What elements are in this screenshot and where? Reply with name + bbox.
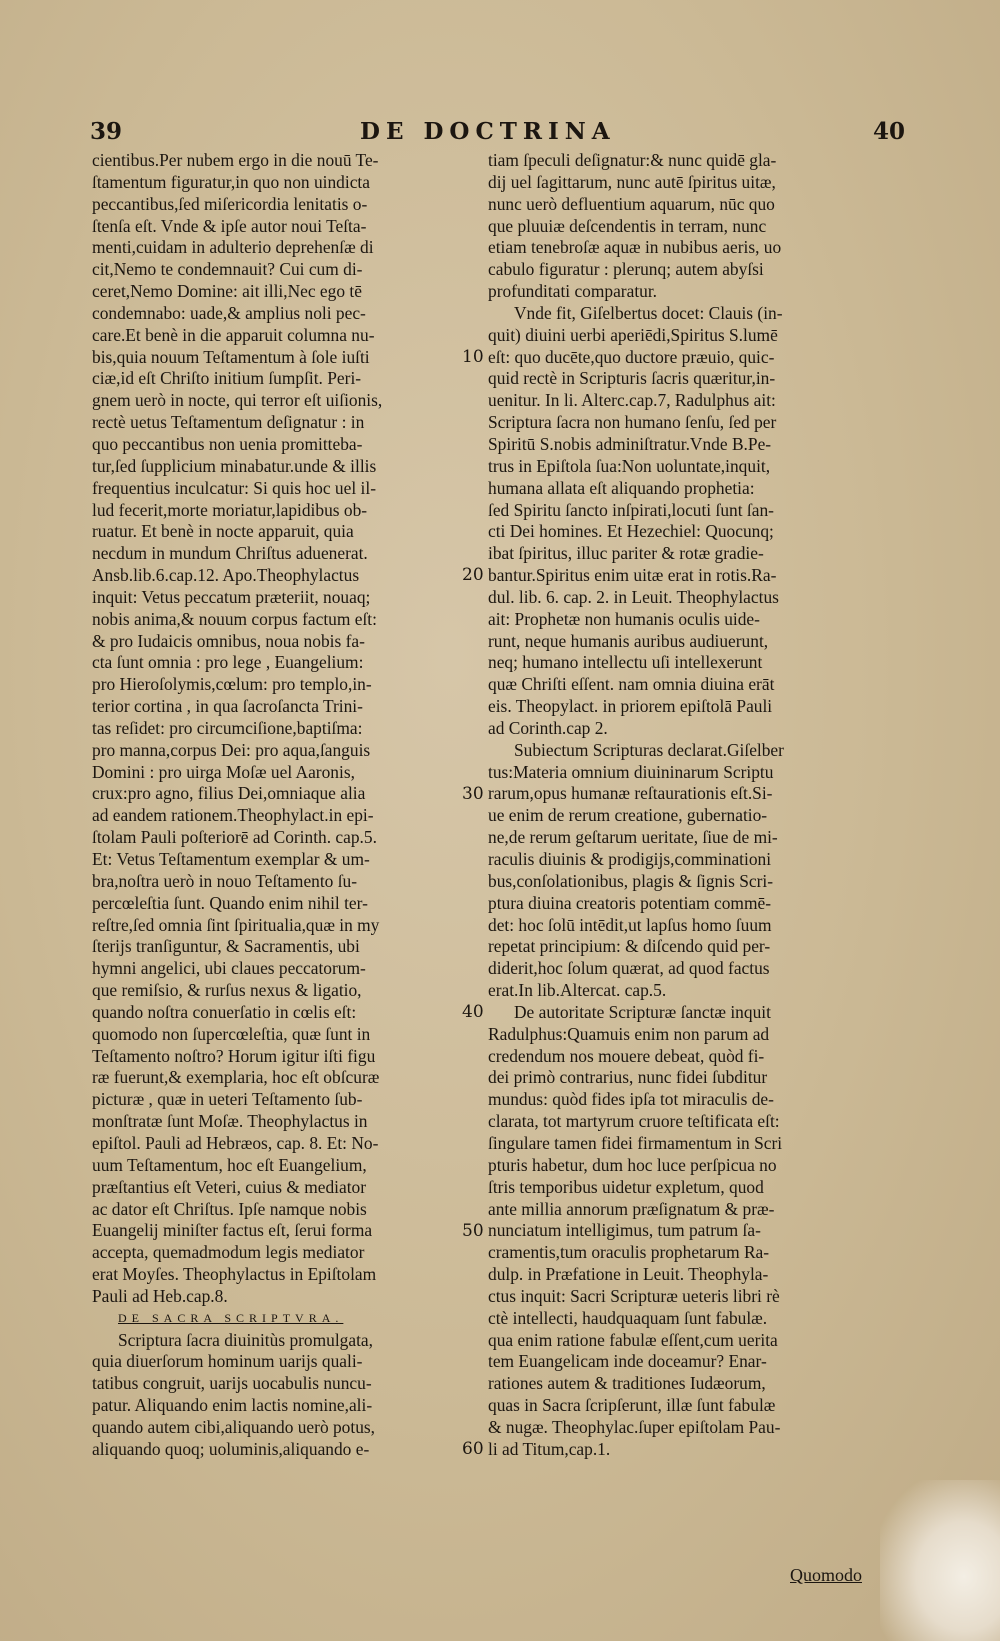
text-line: monſtratæ ſunt Moſæ. Theophylactus in xyxy=(92,1111,368,1132)
page-number-right: 40 xyxy=(872,118,905,145)
text-line: det: hoc ſolū intēdit,ut lapſus homo ſuum xyxy=(488,914,772,935)
text-line: uenitur. In li. Alterc.cap.7, Radulphus ait: xyxy=(488,390,776,411)
text-line: tiam ſpeculi deſignatur:& nunc quidē gla- xyxy=(488,150,777,170)
text-line: que remiſsio, & rurſus nexus & ligatio, xyxy=(92,980,362,1001)
text-line: quas in Sacra ſcripſerunt, illæ ſunt fabulæ xyxy=(488,1395,776,1416)
margin-line-number: 10 xyxy=(462,346,484,367)
text-line: Ansb.lib.6.cap.12. Apo.Theophylactus xyxy=(92,565,360,586)
text-line: percœleſtia ſunt. Quando enim nihil ter- xyxy=(92,892,368,913)
text-line: ſtolam Pauli poſteriorē ad Corinth. cap.5. xyxy=(92,827,377,848)
text-line: Domini : pro uirga Moſæ uel Aaronis, xyxy=(92,761,355,782)
text-line: Et: Vetus Teſtamentum exemplar & um- xyxy=(92,849,370,869)
text-line: repetat principium: & diſcendo quid per- xyxy=(488,936,771,957)
text-line: quæ Chriſti eſſent. nam omnia diuina erāt xyxy=(488,674,775,695)
text-line: dei primò contrarius, nunc fidei ſubditur xyxy=(488,1067,768,1088)
text-line: eſt: quo ducēte,quo ductore præuio, quic- xyxy=(488,346,775,367)
text-line: condemnabo: uade,& amplius noli pec- xyxy=(92,302,366,323)
text-line: Spiritū S.nobis adminiſtratur.Vnde B.Pe- xyxy=(488,433,772,454)
text-line: ſtamentum figuratur,in quo non uindicta xyxy=(92,171,370,192)
text-line: lud fecerit,morte moriatur,lapidibus ob- xyxy=(92,499,368,520)
text-line: necdum in mundum Chriſtus aduenerat. xyxy=(92,543,368,564)
text-line: ciæ,id eſt Chriſto initium ſumpſit. Peri- xyxy=(92,368,362,389)
text-line: inquit: Vetus peccatum præteriit, nouaq; xyxy=(92,586,371,607)
margin-line-number: 50 xyxy=(462,1220,484,1241)
text-line: bus,conſolationibus, plagis & ſignis Scri- xyxy=(488,870,774,891)
text-line: Teſtamento noſtro? Horum igitur iſti figu xyxy=(92,1045,376,1066)
text-line: runt, neque humanis auribus audiuerunt, xyxy=(488,630,769,651)
text-line: clarata, tot martyrum cruore teſtificata eſt: xyxy=(488,1111,780,1132)
text-line: erat.In lib.Altercat. cap.5. xyxy=(488,980,667,1001)
text-line: aliquando quoq; uoluminis,aliquando e- xyxy=(92,1438,370,1459)
text-line: qua enim ratione fabulæ eſſent,cum uerita xyxy=(488,1329,778,1350)
text-line: picturæ , quæ in ueteri Teſtamento ſub- xyxy=(92,1089,363,1110)
text-line: patur. Aliquando enim lactis nomine,ali- xyxy=(92,1395,373,1416)
text-line: hymni angelici, ubi claues peccatorum- xyxy=(92,958,366,979)
left-column xyxy=(92,150,472,1461)
text-line: neq; humano intellectu uſi intellexerunt xyxy=(488,652,763,673)
text-line: peccantibus,ſed miſericordia lenitatis o- xyxy=(92,193,368,214)
text-line: Radulphus:Quamuis enim non parum ad xyxy=(488,1023,770,1044)
text-line: ait: Prophetæ non humanis oculis uide- xyxy=(488,608,760,629)
text-line: nobis anima,& nouum corpus factum eſt: xyxy=(92,608,377,629)
margin-line-number: 40 xyxy=(462,1002,484,1023)
text-line: ptura diuina creatoris potentiam commē- xyxy=(488,892,771,913)
text-line: & nugæ. Theophylac.ſuper epiſtolam Pau- xyxy=(488,1416,781,1437)
text-line: gnem uerò in nocte, qui terror eſt uiſionis, xyxy=(92,390,383,411)
text-line: tas reſidet: pro circumciſione,baptiſma: xyxy=(92,717,363,738)
text-line: Scriptura ſacra non humano ſenſu, ſed per xyxy=(488,412,777,433)
catchword: Quomodo xyxy=(790,1565,862,1585)
text-line: nunciatum intelligimus, tum patrum ſa- xyxy=(488,1220,761,1241)
text-line: ne,de rerum geſtarum ueritate, ſiue de mi- xyxy=(488,827,778,848)
text-line: humana allata eſt aliquando prophetia: xyxy=(488,477,755,498)
text-line: Scriptura ſacra diuinitùs promulgata, xyxy=(118,1329,373,1350)
running-header xyxy=(90,118,905,146)
text-line: tem Euangelicam inde doceamur? Enar- xyxy=(488,1351,767,1372)
section-heading: DE SACRA SCRIPTVRA. xyxy=(118,1310,344,1325)
text-line: ræ fuerunt,& exemplaria, hoc eſt obſcuræ xyxy=(92,1067,380,1088)
text-line: præſtantius eſt Veteri, cuius & mediator xyxy=(92,1176,367,1197)
text-line: quomodo non ſupercœleſtia, quæ ſunt in xyxy=(92,1023,371,1044)
text-line: diderit,hoc ſolum quærat, ad quod factus xyxy=(488,958,770,979)
text-line: nunc uerò defluentium aquarum, nūc quo xyxy=(488,193,775,214)
text-line: pturis habetur, dum hoc luce perſpicua no xyxy=(488,1154,777,1175)
text-line: ſtris temporibus uidetur expletum, quod xyxy=(488,1176,764,1197)
text-line: menti,cuidam in adulterio deprehenſæ di xyxy=(92,237,374,258)
text-line: ctus inquit: Sacri Scripturæ ueteris libri rè xyxy=(488,1285,780,1306)
text-line: eis. Theopylact. in priorem epiſtolā Pauli xyxy=(488,696,773,717)
text-line: que pluuiæ deſcendentis in terram, nunc xyxy=(488,215,767,236)
text-line: tus:Materia omnium diuininarum Scriptu xyxy=(488,761,774,782)
text-line: Pauli ad Heb.cap.8. xyxy=(92,1285,228,1306)
text-line: tur,ſed ſupplicium minabatur.unde & illis xyxy=(92,455,377,476)
paper-stain xyxy=(880,1480,1000,1641)
text-line: ante millia annorum præſignatum & præ- xyxy=(488,1198,775,1219)
text-line: quid rectè in Scripturis ſacris quæritur,in- xyxy=(488,368,776,389)
text-line: rarum,opus humanæ reſtaurationis eſt.Si- xyxy=(488,783,773,804)
text-line: uum Teſtamentum, hoc eſt Euangelium, xyxy=(92,1154,367,1175)
text-line: Euangelij miniſter factus eſt, ſerui forma xyxy=(92,1220,373,1241)
running-title: DE DOCTRINA xyxy=(360,118,616,145)
text-line: ue enim de rerum creatione, gubernatio- xyxy=(488,805,768,826)
text-line: bra,noſtra uerò in nouo Teſtamento ſu- xyxy=(92,870,358,891)
text-line: quando autem cibi,aliquando uerò potus, xyxy=(92,1416,376,1437)
text-line: tatibus congruit, uarijs uocabulis nuncu- xyxy=(92,1373,372,1394)
text-line: ad eandem rationem.Theophylact.in epi- xyxy=(92,805,374,826)
text-line: cta ſunt omnia : pro lege , Euangelium: xyxy=(92,652,364,673)
text-line: mundus: quòd fides ipſa tot miraculis de- xyxy=(488,1089,774,1110)
text-line: dulp. in Præfatione in Leuit. Theophyla- xyxy=(488,1264,769,1285)
text-line: ruatur. Et benè in nocte apparuit, quia xyxy=(92,521,354,542)
text-line: profunditati comparatur. xyxy=(488,281,658,302)
text-line: raculis diuinis & prodigijs,comminationi xyxy=(488,849,772,869)
text-line: cti Dei homines. Et Hezechiel: Quocunq; xyxy=(488,521,774,542)
text-line: dij uel ſagittarum, nunc autē ſpiritus uitæ, xyxy=(488,171,776,192)
text-line: rectè uetus Teſtamentum deſignatur : in xyxy=(92,412,365,433)
text-line: accepta, quemadmodum legis mediator xyxy=(92,1242,365,1263)
margin-line-number: 20 xyxy=(462,565,484,586)
text-line: cientibus.Per nubem ergo in die nouū Te- xyxy=(92,150,379,170)
text-line: ctè intellecti, haudquaquam ſunt fabulæ. xyxy=(488,1307,768,1328)
text-line: quia diuerſorum hominum uarijs quali- xyxy=(92,1351,363,1372)
text-line: reſtre,ſed omnia ſint ſpiritualia,quæ in my xyxy=(92,914,380,935)
text-line: bantur.Spiritus enim uitæ erat in rotis.Ra- xyxy=(488,565,777,586)
margin-line-number: 60 xyxy=(462,1439,484,1460)
text-line: care.Et benè in die apparuit columna nu- xyxy=(92,324,375,345)
text-line: etiam tenebroſæ aquæ in nubibus aeris, uo xyxy=(488,237,782,258)
text-line: ac dator eſt Chriſtus. Ipſe namque nobis xyxy=(92,1198,367,1219)
text-line: trus in Epiſtola ſua:Non uoluntate,inquit, xyxy=(488,455,771,476)
text-line: & pro Iudaicis omnibus, noua nobis fa- xyxy=(92,630,365,651)
text-line: ſterijs tranſiguntur, & Sacramentis, ubi xyxy=(92,936,360,957)
text-line: bis,quia nouum Teſtamentum à ſole iuſti xyxy=(92,346,370,367)
text-line: terior cortina , in qua ſacroſancta Trini- xyxy=(92,696,363,717)
text-line: Vnde fit, Giſelbertus docet: Clauis (in- xyxy=(514,302,783,323)
text-line: quando noſtra conuerſatio in cœlis eſt: xyxy=(92,1001,357,1022)
page-number-left: 39 xyxy=(90,118,123,145)
text-line: li ad Titum,cap.1. xyxy=(488,1438,611,1459)
text-line: erat Moyſes. Theophylactus in Epiſtolam xyxy=(92,1264,377,1285)
text-line: Subiectum Scripturas declarat.Giſelber xyxy=(514,739,784,760)
text-line: ceret,Nemo Domine: ait illi,Nec ego tē xyxy=(92,281,362,302)
right-column xyxy=(488,150,878,1461)
text-line: pro Hieroſolymis,cœlum: pro templo,in- xyxy=(92,674,372,695)
text-line: quo peccantibus non uenia promitteba- xyxy=(92,433,363,454)
text-line: frequentius inculcatur: Si quis hoc uel il- xyxy=(92,477,376,498)
text-line: ſtenſa eſt. Vnde & ipſe autor noui Teſta- xyxy=(92,215,367,236)
text-line: ſed Spiritu ſancto inſpirati,locuti ſunt ſan- xyxy=(488,499,774,520)
text-line: epiſtol. Pauli ad Hebræos, cap. 8. Et: No- xyxy=(92,1132,379,1153)
text-line: rationes autem & traditiones Iudæorum, xyxy=(488,1373,766,1394)
text-line: pro manna,corpus Dei: pro aqua,ſanguis xyxy=(92,739,371,760)
text-line: quit) diuini uerbi aperiēdi,Spiritus S.lumē xyxy=(488,324,778,345)
text-line: ſingulare tamen fidei firmamentum in Scri xyxy=(488,1132,783,1153)
text-line: credendum nos mouere debeat, quòd fi- xyxy=(488,1045,765,1066)
text-line: ad Corinth.cap 2. xyxy=(488,717,608,738)
text-line: cramentis,tum oraculis prophetarum Ra- xyxy=(488,1242,770,1263)
text-line: De autoritate Scripturæ ſanctæ inquit xyxy=(514,1001,771,1022)
text-line: cit,Nemo te condemnauit? Cui cum di- xyxy=(92,259,363,280)
margin-line-number: 30 xyxy=(462,783,484,804)
text-line: cabulo figuratur : plerunq; autem abyſsi xyxy=(488,259,764,280)
text-line: ibat ſpiritus, illuc pariter & rotæ gradie- xyxy=(488,543,764,564)
text-line: dul. lib. 6. cap. 2. in Leuit. Theophylactus xyxy=(488,586,779,607)
text-line: crux:pro agno, filius Dei,omniaque alia xyxy=(92,783,366,804)
